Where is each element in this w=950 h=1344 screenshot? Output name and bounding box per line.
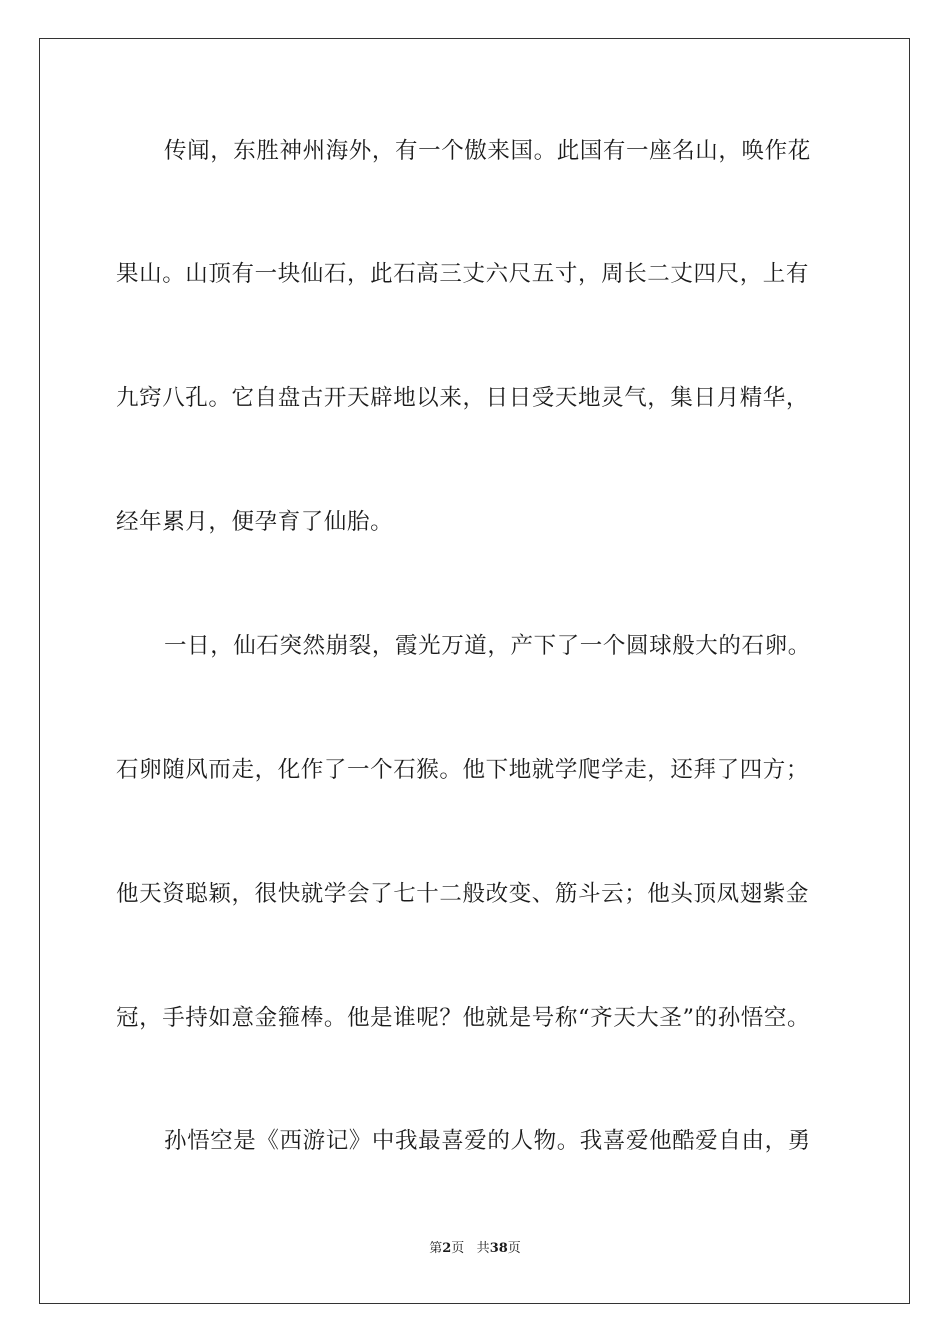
footer-total-unit: 页 — [507, 1241, 521, 1256]
paragraph-2-line-3: 他天资聪颖，很快就学会了七十二般改变、筋斗云；他头顶凤翅紫金 — [116, 881, 810, 907]
footer-total-prefix: 共 — [476, 1241, 490, 1256]
paragraph-2-line-4: 冠，手持如意金箍棒。他是谁呢？他就是号称“齐天大圣”的孙悟空。 — [116, 1005, 811, 1031]
paragraph-3-line-1: 孙悟空是《西游记》中我最喜爱的人物。我喜爱他酷爱自由，勇 — [164, 1128, 811, 1154]
footer-prefix: 第 — [429, 1241, 443, 1256]
paragraph-2-line-1: 一日，仙石突然崩裂，霞光万道，产下了一个圆球般大的石卵。 — [164, 633, 811, 659]
page-footer — [0, 1240, 950, 1258]
paragraph-1-line-4: 经年累月，便孕育了仙胎。 — [116, 509, 394, 535]
paragraph-1-line-1: 传闻，东胜神州海外，有一个傲来国。此国有一座名山，唤作花 — [164, 138, 811, 164]
paragraph-2-line-2: 石卵随风而走，化作了一个石猴。他下地就学爬学走，还拜了四方； — [116, 757, 810, 783]
current-page-number: 2 — [442, 1241, 452, 1256]
paragraph-1-line-2: 果山。山顶有一块仙石，此石高三丈六尺五寸，周长二丈四尺，上有 — [116, 261, 810, 287]
page-border — [39, 38, 910, 1304]
total-pages-number: 38 — [489, 1241, 508, 1256]
footer-page-unit: 页 — [451, 1241, 465, 1256]
paragraph-1-line-3: 九窍八孔。它自盘古开天辟地以来，日日受天地灵气，集日月精华， — [116, 385, 810, 411]
